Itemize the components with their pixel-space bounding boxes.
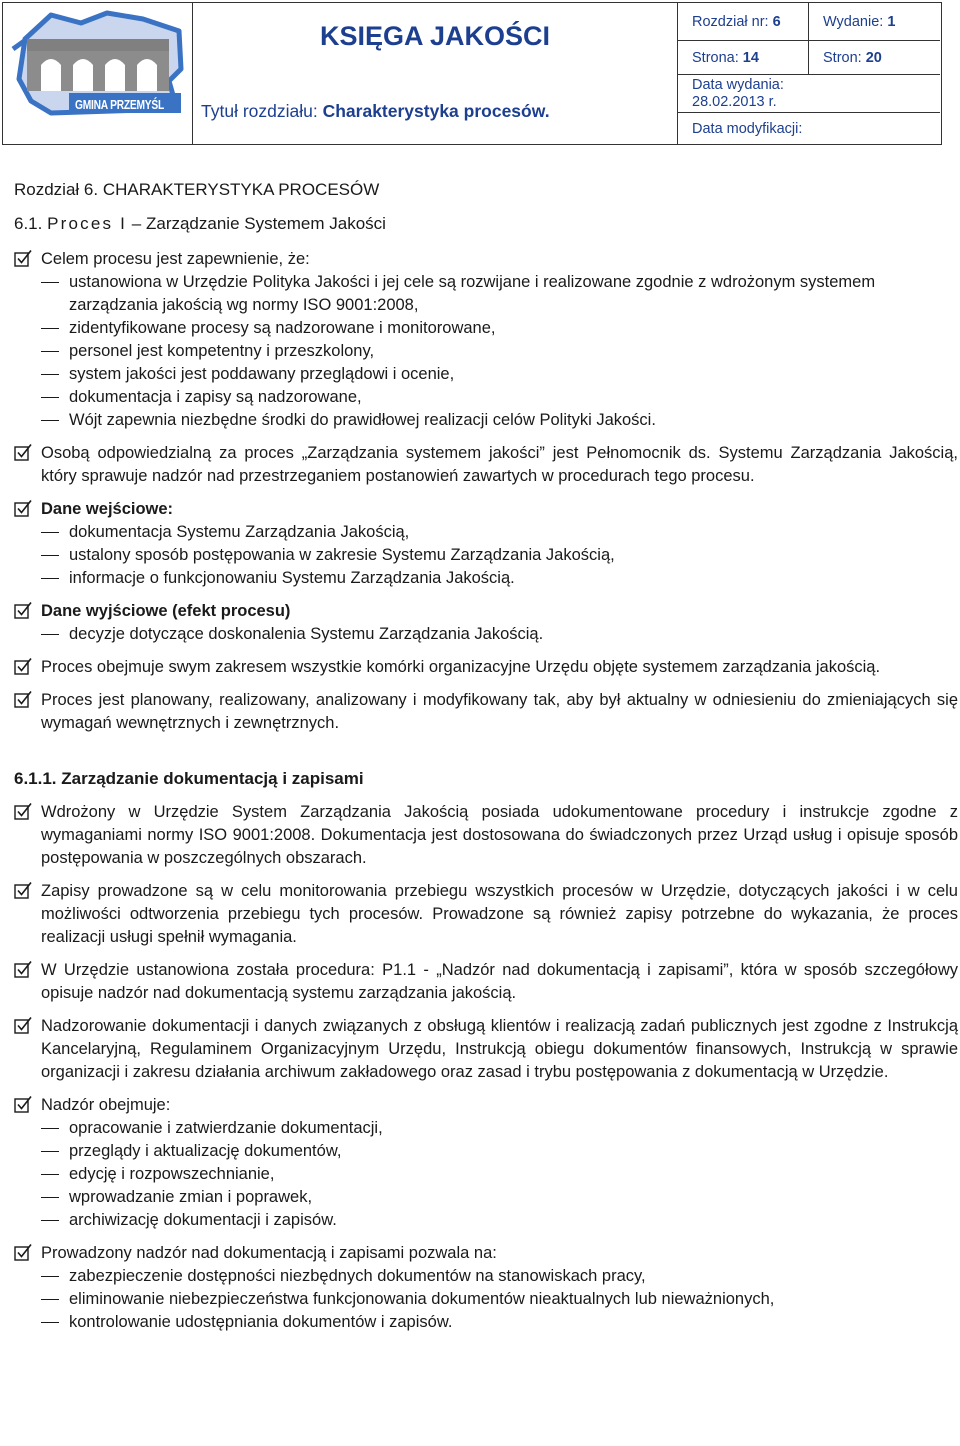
dash-list <box>41 1265 958 1334</box>
checklist-section <box>14 1015 958 1084</box>
checkbox-checked-icon <box>14 657 33 676</box>
wydanie-cell: Wydanie: 1 <box>823 13 896 30</box>
subsection-heading: 6.1.1. Zarządzanie dokumentacją i zapisami <box>14 769 364 788</box>
list-item: ustanowiona w Urzędzie Polityka Jakości i jej cele są rozwijane i realizowane zgodnie z wdrożonym systemem zarządzania jakością wg normy ISO 9001:2008, <box>41 271 958 317</box>
logo-cell <box>3 3 193 144</box>
checklist-section <box>14 801 958 870</box>
chapter-heading: Rozdział 6. CHARAKTERYSTYKA PROCESÓW <box>14 180 380 199</box>
checklist-section <box>14 498 958 590</box>
section-title: Dane wyjściowe (efekt procesu) <box>41 602 291 620</box>
document-header <box>2 2 942 145</box>
checkbox-checked-icon <box>14 1243 33 1262</box>
title-cell <box>193 3 678 144</box>
stron-cell: Stron: 20 <box>823 49 882 66</box>
section-text: Prowadzony nadzór nad dokumentacją i zapisami pozwala na: <box>41 1244 497 1262</box>
checklist-section <box>14 656 958 679</box>
list-item: edycję i rozpowszechnianie, <box>41 1163 958 1186</box>
checkbox-checked-icon <box>14 690 33 709</box>
list-item: archiwizację dokumentacji i zapisów. <box>41 1209 958 1232</box>
meta-row-4 <box>678 113 940 144</box>
checkbox-checked-icon <box>14 881 33 900</box>
checklist-section <box>14 959 958 1005</box>
list-item: personel jest kompetentny i przeszkolony, <box>41 340 958 363</box>
process-sections <box>14 248 958 735</box>
list-item: dokumentacja Systemu Zarządzania Jakością, <box>41 521 958 544</box>
list-item: dokumentacja i zapisy są nadzorowane, <box>41 386 958 409</box>
chapter-title-value: Charakterystyka procesów. <box>322 101 550 121</box>
checklist-section <box>14 1094 958 1232</box>
meta-row-3 <box>678 75 940 113</box>
rozdzial-cell: Rozdział nr: 6 <box>678 3 809 40</box>
list-item: opracowanie i zatwierdzanie dokumentacji, <box>41 1117 958 1140</box>
list-item: kontrolowanie udostępniania dokumentów i zapisów. <box>41 1311 958 1334</box>
checkbox-checked-icon <box>14 1016 33 1035</box>
list-item: wprowadzanie zmian i poprawek, <box>41 1186 958 1209</box>
checklist-section <box>14 600 958 646</box>
list-item: przeglądy i aktualizację dokumentów, <box>41 1140 958 1163</box>
list-item: ustalony sposób postępowania w zakresie Systemu Zarządzania Jakością, <box>41 544 958 567</box>
list-item: system jakości jest poddawany przeglądowi i ocenie, <box>41 363 958 386</box>
main-title: KSIĘGA JAKOŚCI <box>319 21 551 51</box>
dash-list <box>41 521 958 590</box>
dash-list <box>41 623 958 646</box>
checkbox-checked-icon <box>14 960 33 979</box>
checklist-section <box>14 1242 958 1334</box>
checkbox-checked-icon <box>14 249 33 268</box>
process-heading: 6.1. Proces I – Zarządzanie Systemem Jakości <box>14 214 386 233</box>
section-text: Proces obejmuje swym zakresem wszystkie komórki organizacyjne Urzędu objęte systemem zarządzania jakością. <box>41 658 881 676</box>
checklist-section <box>14 880 958 949</box>
section-text: Wdrożony w Urzędzie System Zarządzania Jakością posiada udokumentowane procedury i instrukcje zgodne z wymaganiami normy ISO 9001:2008. Dokumentacja jest dostosowana do świadczonych przez Urząd usług i opisuje sposób postępowania w poszczególnych obszarach. <box>41 803 958 867</box>
list-item: Wójt zapewnia niezbędne środki do prawidłowej realizacji celów Polityki Jakości. <box>41 409 958 432</box>
checklist-section <box>14 248 958 432</box>
section-text: Nadzór obejmuje: <box>41 1096 171 1114</box>
dash-list <box>41 1117 958 1232</box>
section-text: Zapisy prowadzone są w celu monitorowania przebiegu wszystkich procesów w Urzędzie, dotyczących jakości i w celu możliwości odtworzenia przebiegu tych procesów. Prowadzone są również zapisy potrzebne do wykazania, że proces realizacji usługi spełnił wymagania. <box>41 882 958 946</box>
list-item: informacje o funkcjonowaniu Systemu Zarządzania Jakością. <box>41 567 958 590</box>
documentation-sections <box>14 801 958 1334</box>
checkbox-checked-icon <box>14 802 33 821</box>
data-wydania-cell: Data wydania: 28.02.2013 r. <box>692 76 784 110</box>
section-text: W Urzędzie ustanowiona została procedura: P1.1 - „Nadzór nad dokumentacją i zapisami”, która w sposób szczegółowy opisuje nadzór nad dokumentacją systemu zarządzania jakością. <box>41 961 958 1002</box>
checklist-section <box>14 442 958 488</box>
list-item: zabezpieczenie dostępności niezbędnych dokumentów na stanowiskach pracy, <box>41 1265 958 1288</box>
meta-row-2 <box>678 41 940 75</box>
strona-cell: Strona: 14 <box>678 41 809 74</box>
meta-row-1 <box>678 3 940 41</box>
checkbox-checked-icon <box>14 1095 33 1114</box>
section-text: Celem procesu jest zapewnienie, że: <box>41 250 310 268</box>
meta-grid <box>678 3 940 144</box>
section-text: Osobą odpowiedzialną za proces „Zarządzania systemem jakości” jest Pełnomocnik ds. Systemu Zarządzania Jakością, który sprawuje nadzór nad przestrzeganiem postanowień zawartych w procedurach tego procesu. <box>41 444 958 485</box>
section-text: Proces jest planowany, realizowany, analizowany i modyfikowany tak, aby był aktualny w odniesieniu do zmieniających się wymagań wewnętrznych i zewnętrznych. <box>41 691 958 732</box>
list-item: zidentyfikowane procesy są nadzorowane i monitorowane, <box>41 317 958 340</box>
section-text: Nadzorowanie dokumentacji i danych związanych z obsługą klientów i realizacją zadań publicznych jest zgodne z Instrukcją Kancelaryjną, Regulaminem Organizacyjnym Urzędu, Instrukcją obiegu dokumentów finansowych, Instrukcją w sprawie organizacji i zakresu działania archiwum zakładowego oraz zasad i trybu postępowania z dokumentacją w Urzędzie. <box>41 1017 958 1081</box>
chapter-title <box>201 101 550 122</box>
logo-text: GMINA PRZEMYŚL <box>75 98 165 112</box>
section-title: Dane wejściowe: <box>41 500 174 518</box>
list-item: eliminowanie niebezpieczeństwa funkcjonowania dokumentów nieaktualnych lub nieważnionych, <box>41 1288 958 1311</box>
checkbox-checked-icon <box>14 601 33 620</box>
document-content <box>14 180 958 1334</box>
checkbox-checked-icon <box>14 443 33 462</box>
data-modyfikacji-cell: Data modyfikacji: <box>692 120 803 137</box>
chapter-title-prefix: Tytuł rozdziału: <box>201 101 318 121</box>
checklist-section <box>14 689 958 735</box>
dash-list <box>41 271 958 432</box>
checkbox-checked-icon <box>14 499 33 518</box>
list-item: decyzje dotyczące doskonalenia Systemu Zarządzania Jakością. <box>41 623 958 646</box>
